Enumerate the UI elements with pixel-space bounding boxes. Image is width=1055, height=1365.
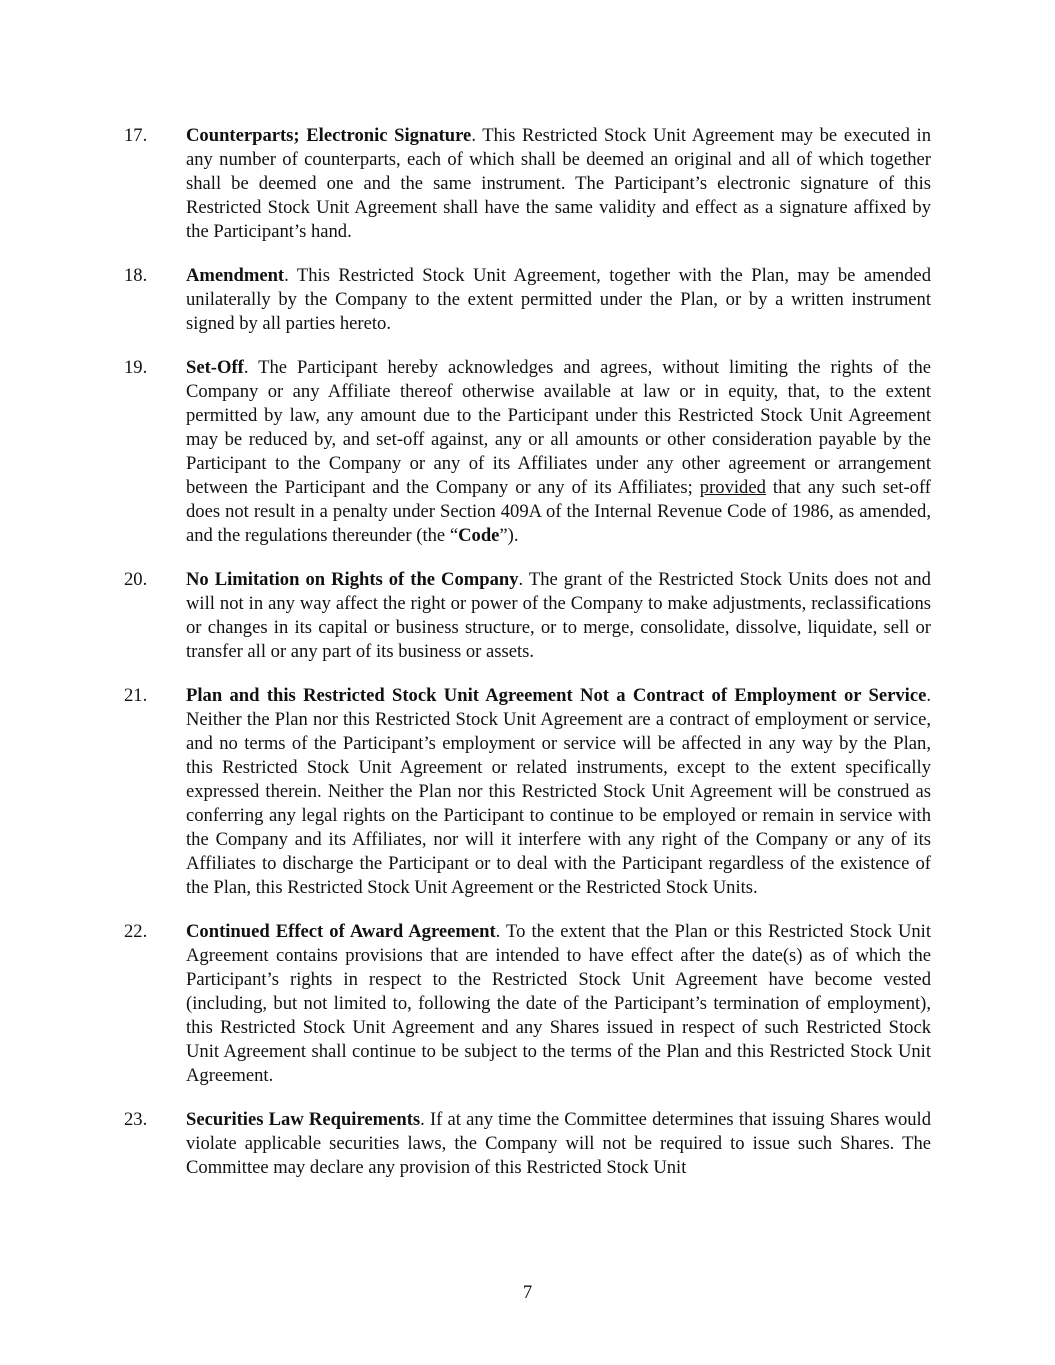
- underlined-term: provided: [699, 477, 766, 498]
- section-21: [124, 684, 931, 900]
- section-body: [186, 684, 931, 900]
- section-18: [124, 264, 931, 336]
- section-number: 18.: [124, 265, 148, 286]
- section-number: 17.: [124, 125, 148, 146]
- section-body: [186, 356, 931, 548]
- section-heading: Amendment: [186, 265, 285, 286]
- section-23: [124, 1108, 931, 1180]
- section-body: [186, 568, 931, 664]
- section-heading: Set-Off: [186, 357, 244, 378]
- sections-list: [124, 124, 931, 1200]
- section-text: . If at any time the Committee determines that issuing Shares would violate applicable securities laws, the Company will not be required to issue such Shares. The Committee may declare any provision of this Restricted Stock Unit: [186, 1109, 932, 1178]
- section-heading: Securities Law Requirements: [186, 1109, 421, 1130]
- section-22: [124, 920, 931, 1088]
- section-number: 22.: [124, 921, 148, 942]
- section-body: [186, 264, 931, 336]
- section-heading: No Limitation on Rights of the Company: [186, 569, 519, 590]
- defined-term: Code: [458, 525, 500, 546]
- section-heading: Continued Effect of Award Agreement: [186, 921, 496, 942]
- section-text: . This Restricted Stock Unit Agreement, together with the Plan, may be amended unilaterally by the Company to the extent permitted under the Plan, or by a written instrument signed by all parties hereto.: [186, 265, 931, 334]
- section-number: 19.: [124, 357, 148, 378]
- section-text-end: ”).: [499, 525, 519, 546]
- section-heading: Counterparts; Electronic Signature: [186, 125, 472, 146]
- section-text: . To the extent that the Plan or this Restricted Stock Unit Agreement contains provisions that are intended to have effect after the date(s) as of which the Participant’s rights in respect to the Restricted Stock Unit Agreement have become vested (including, but not limited to, following the date of the Participant’s termination of employment), this Restricted Stock Unit Agreement and any Shares issued in respect of such Restricted Stock Unit Agreement shall continue to be subject to the terms of the Plan and this Restricted Stock Unit Agreement.: [186, 921, 932, 1086]
- section-number: 23.: [124, 1109, 148, 1130]
- section-text: . The grant of the Restricted Stock Units does not and will not in any way affect the right or power of the Company to make adjustments, reclassifications or changes in its capital or business structure, or to merge, consolidate, dissolve, liquidate, sell or transfer all or any part of its business or assets.: [186, 569, 931, 662]
- section-text: . Neither the Plan nor this Restricted Stock Unit Agreement are a contract of employment or service, and no terms of the Participant’s employment or service will be affected in any way by the Plan, this Restricted Stock Unit Agreement or related instruments, except to the extent specifically expressed therein. Neither the Plan nor this Restricted Stock Unit Agreement will be construed as conferring any legal rights on the Participant to continue to be employed or remain in service with the Company and its Affiliates, nor will it interfere with any right of the Company or any of its Affiliates to discharge the Participant or to deal with the Participant regardless of the existence of the Plan, this Restricted Stock Unit Agreement or the Restricted Stock Units.: [186, 685, 931, 898]
- section-number: 21.: [124, 685, 148, 706]
- section-heading: Plan and this Restricted Stock Unit Agreement Not a Contract of Employment or Service: [186, 685, 927, 706]
- section-17: [124, 124, 931, 244]
- section-text-continued: that any such set-off does not result in a penalty under Section 409A of the Internal Revenue Code of 1986, as amended, and the regulations thereunder (the “: [186, 477, 931, 546]
- section-text: . This Restricted Stock Unit Agreement may be executed in any number of counterparts, each of which shall be deemed an original and all of which together shall be deemed one and the same instrument. The Participant’s electronic signature of this Restricted Stock Unit Agreement shall have the same validity and effect as a signature affixed by the Participant’s hand.: [186, 125, 932, 242]
- section-20: [124, 568, 931, 664]
- section-body: [186, 920, 931, 1088]
- section-19: [124, 356, 931, 548]
- section-text: . The Participant hereby acknowledges and agrees, without limiting the rights of the Company or any Affiliate thereof otherwise available at law or in equity, that, to the extent permitted by law, any amount due to the Participant under this Restricted Stock Unit Agreement may be reduced by, and set-off against, any or all amounts or other consideration payable by the Participant to the Company or any of its Affiliates under any other agreement or arrangement between the Participant and the Company or any of its Affiliates;: [186, 357, 931, 498]
- page-number: 7: [522, 1282, 533, 1303]
- section-number: 20.: [124, 569, 148, 590]
- section-body: [186, 124, 931, 244]
- section-body: [186, 1108, 931, 1180]
